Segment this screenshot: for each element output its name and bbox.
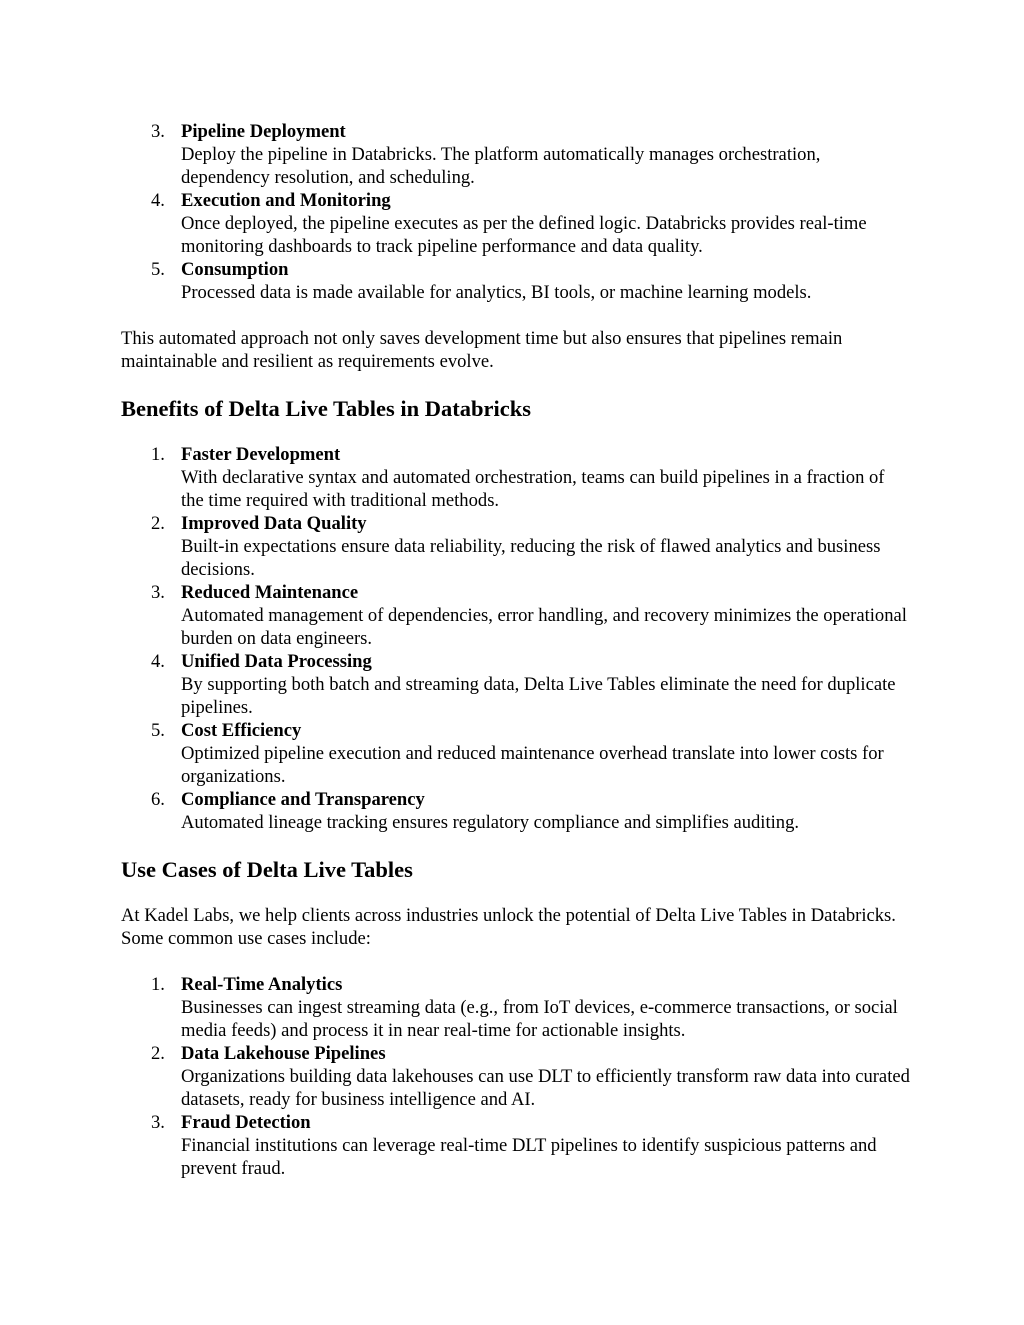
item-title: Cost Efficiency [181, 720, 302, 741]
list-item [121, 650, 911, 719]
item-title: Real-Time Analytics [181, 974, 343, 995]
item-description: Financial institutions can leverage real-time DLT pipelines to identify suspicious patterns and prevent fraud. [181, 1135, 877, 1179]
item-description: Automated lineage tracking ensures regulatory compliance and simplifies auditing. [181, 812, 800, 833]
item-description: Processed data is made available for analytics, BI tools, or machine learning models. [181, 282, 812, 303]
benefits-heading: Benefits of Delta Live Tables in Databricks [121, 396, 532, 421]
use-cases-heading: Use Cases of Delta Live Tables [121, 857, 413, 882]
item-description: Organizations building data lakehouses can use DLT to efficiently transform raw data into curated datasets, ready for business intelligence and AI. [181, 1066, 910, 1110]
summary-paragraph: This automated approach not only saves development time but also ensures that pipelines remain maintainable and resilient as requirements evolve. [121, 328, 843, 372]
benefits-list [121, 443, 911, 834]
list-item [121, 189, 911, 258]
list-item [121, 581, 911, 650]
list-item [121, 719, 911, 788]
list-number: 3. [151, 121, 165, 142]
item-title: Faster Development [181, 444, 341, 465]
list-number: 1. [151, 974, 165, 995]
deployment-steps-list [121, 120, 911, 304]
list-item [121, 1042, 911, 1111]
list-number: 5. [151, 259, 165, 280]
list-number: 4. [151, 190, 165, 211]
list-number: 5. [151, 720, 165, 741]
use-cases-list [121, 973, 911, 1180]
list-number: 3. [151, 1112, 165, 1133]
list-item [121, 788, 911, 834]
item-title: Improved Data Quality [181, 513, 367, 534]
list-item [121, 512, 911, 581]
item-title: Reduced Maintenance [181, 582, 359, 603]
item-description: Businesses can ingest streaming data (e.g., from IoT devices, e-commerce transactions, or social media feeds) and process it in near real-time for actionable insights. [181, 997, 898, 1041]
list-number: 1. [151, 444, 165, 465]
item-description: Built-in expectations ensure data reliability, reducing the risk of flawed analytics and business decisions. [181, 536, 881, 580]
item-title: Compliance and Transparency [181, 789, 425, 810]
item-description: By supporting both batch and streaming data, Delta Live Tables eliminate the need for duplicate pipelines. [181, 674, 896, 718]
item-title: Unified Data Processing [181, 651, 372, 672]
list-item [121, 443, 911, 512]
item-description: Deploy the pipeline in Databricks. The platform automatically manages orchestration, dependency resolution, and scheduling. [181, 144, 821, 188]
item-title: Data Lakehouse Pipelines [181, 1043, 386, 1064]
document-page [121, 120, 911, 1180]
item-description: Automated management of dependencies, error handling, and recovery minimizes the operational burden on data engineers. [181, 605, 907, 649]
list-item [121, 973, 911, 1042]
list-number: 3. [151, 582, 165, 603]
item-title: Execution and Monitoring [181, 190, 391, 211]
list-number: 6. [151, 789, 165, 810]
list-number: 4. [151, 651, 165, 672]
list-number: 2. [151, 513, 165, 534]
item-description: Optimized pipeline execution and reduced maintenance overhead translate into lower costs for organizations. [181, 743, 884, 787]
list-item [121, 120, 911, 189]
item-title: Pipeline Deployment [181, 121, 346, 142]
item-title: Consumption [181, 259, 289, 280]
item-title: Fraud Detection [181, 1112, 311, 1133]
list-item [121, 1111, 911, 1180]
item-description: With declarative syntax and automated orchestration, teams can build pipelines in a fraction of the time required with traditional methods. [181, 467, 885, 511]
list-item [121, 258, 911, 304]
list-number: 2. [151, 1043, 165, 1064]
item-description: Once deployed, the pipeline executes as per the defined logic. Databricks provides real-time monitoring dashboards to track pipeline performance and data quality. [181, 213, 867, 257]
use-cases-intro: At Kadel Labs, we help clients across industries unlock the potential of Delta Live Tables in Databricks. Some common use cases include: [121, 905, 896, 949]
